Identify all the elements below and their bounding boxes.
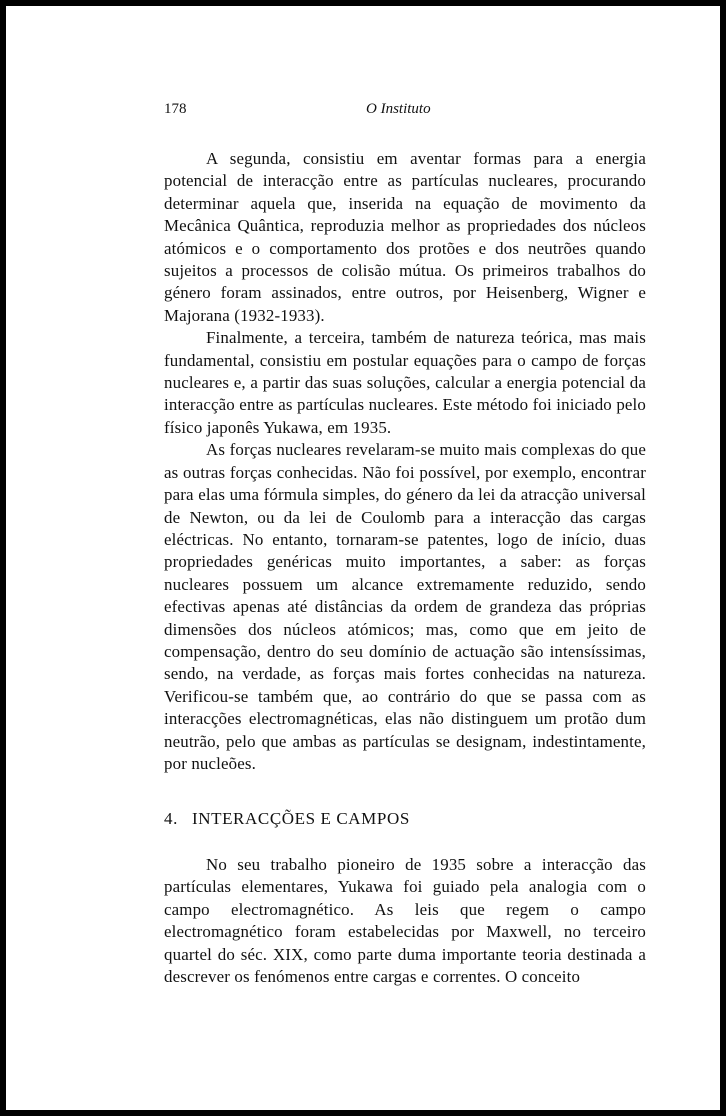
page-number: 178 [164,101,187,117]
body-text-lower [164,854,646,988]
paragraph: As forças nucleares revelaram-se muito mais complexas do que as outras forças conhecidas. Não foi possível, por exemplo, encontrar para elas uma fórmula simples, do género da lei da atracção universal de Newton, ou da lei de Coulomb para a interacção das cargas eléctricas. No entanto, tornaram-se patentes, logo de início, duas propriedades genéricas muito importantes, a saber: as forças nucleares possuem um alcance extremamente reduzido, sendo efectivas apenas até distâncias da ordem de grandeza das próprias dimensões dos núcleos atómicos; mas, como que em jeito de compensação, dentro do seu domínio de actuação são intensíssimas, sendo, na verdade, as forças mais fortes conhecidas na natureza. Verificou-se também que, ao contrário do que se passa com as interacções electromagnéticas, elas não distinguem um protão dum neutrão, pelo que ambas as partículas se designam, indestintamente, por nucleões. [164,440,646,773]
body-text-upper [164,148,646,775]
section-heading [164,809,410,829]
running-title: O Instituto [366,101,431,117]
paragraph-text-continued: , como parte duma importante teoria destinada a descrever os fenómenos entre cargas e correntes. O conceito [164,944,646,987]
paragraph-text: No seu trabalho pioneiro de 1935 sobre a interacção das partículas elementares, Yukawa foi guiado pela analogia com o campo electromagnético. As leis que regem o campo electromagnético foram estabelecidas por Maxwell, no terceiro quartel do séc. [164,855,646,964]
paragraph: Finalmente, a terceira, também de natureza teórica, mas mais fundamental, consistiu em postular equações para o campo de forças nucleares e, a partir das suas soluções, calcular a energia potencial da interacção entre as partículas nucleares. Este método foi iniciado pelo físico japonês Yukawa, em 1935. [164,328,646,437]
section-number: 4. [164,809,178,828]
section-title: INTERACÇÕES E CAMPOS [191,809,410,828]
page-header [164,101,646,125]
paragraph [164,854,646,988]
paragraph: A segunda, consistiu em aventar formas para a energia potencial de interacção entre as partículas nucleares, procurando determinar aquela que, inserida na equação de movimento da Mecânica Quântica, reproduzia melhor as propriedades dos núcleos atómicos e o comportamento dos protões e dos neutrões quando sujeitos a processos de colisão mútua. Os primeiros trabalhos do género foram assinados, entre outros, por Heisenberg, Wigner e Majorana (1932-1933). [164,149,646,325]
book-page [6,6,720,1110]
century-numeral: XIX [272,944,304,964]
